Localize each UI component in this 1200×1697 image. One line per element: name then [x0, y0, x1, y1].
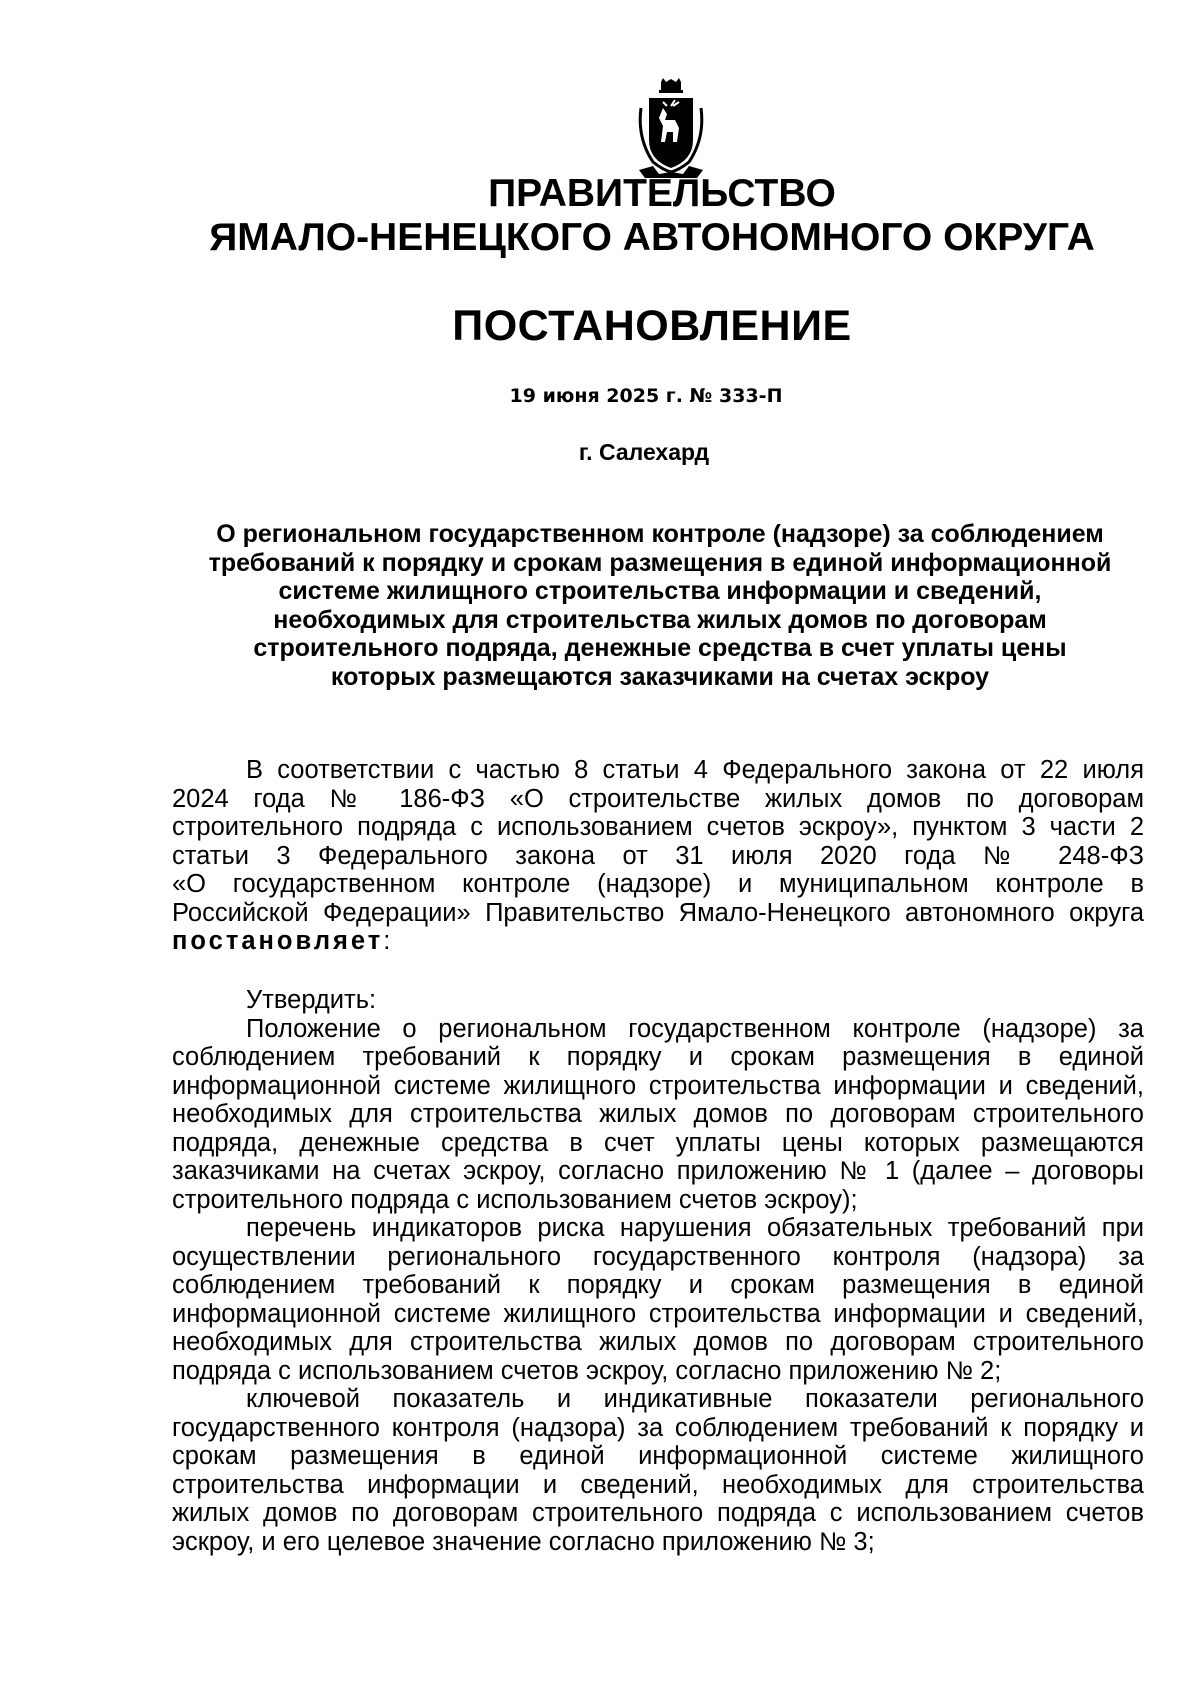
government-title-line1: ПРАВИТЕЛЬСТВО — [488, 172, 836, 215]
preamble-paragraph — [172, 756, 1144, 956]
item3-line: жилых домов по договорам строительного подряда с использованием счетов — [172, 1499, 1144, 1527]
yanao-coat-of-arms-icon — [633, 78, 709, 180]
item3-line: государственного контроля (надзора) за соблюдением требований к порядку и — [172, 1413, 1144, 1442]
resolves-punct: : — [383, 927, 391, 955]
preamble-line: «О государственном контроле (надзоре) и муниципальном контроле в — [172, 870, 1144, 898]
government-title-line2: ЯМАЛО-НЕНЕЦКОГО АВТОНОМНОГО ОКРУГА — [209, 216, 1095, 259]
item1-line: заказчиками на счетах эскроу, согласно приложению № 1 (далее – договоры — [172, 1157, 1144, 1185]
subject-line: требований к порядку и срокам размещения в единой информационной — [208, 548, 1112, 577]
resolves-word: постановляет — [172, 927, 384, 955]
preamble-line: строительного подряда с использованием счетов эскроу», пунктом 3 части 2 — [172, 813, 1144, 841]
subject-line: которых размещаются заказчиками на счетах эскроу — [330, 662, 990, 691]
document-type: ПОСТАНОВЛЕНИЕ — [452, 302, 852, 350]
approve-intro: Утвердить: — [246, 986, 377, 1014]
item3-line: эскроу, и его целевое значение согласно приложению № 3; — [172, 1527, 875, 1556]
item2-line: информационной системе жилищного строительства информации и сведений, — [172, 1299, 1144, 1328]
item1-line: необходимых для строительства жилых домов по договорам строительного — [172, 1100, 1144, 1128]
item1-line: информационной системе жилищного строительства информации и сведений, — [172, 1071, 1144, 1100]
item3-line: строительства информации и сведений, необходимых для строительства — [172, 1470, 1144, 1499]
subject-line: О региональном государственном контроле (надзоре) за соблюдением — [216, 520, 1104, 548]
subject-line: необходимых для строительства жилых домов по договорам — [273, 605, 1047, 634]
document-city: г. Салехард — [578, 439, 710, 465]
item3-line: ключевой показатель и индикативные показатели регионального — [246, 1385, 1144, 1413]
document-number: 19 июня 2025 г. № 333-П — [509, 385, 783, 407]
document-subject — [172, 520, 1148, 691]
item2-line: необходимых для строительства жилых домов по договорам строительного — [172, 1328, 1144, 1356]
preamble-line: В соответствии с частью 8 статьи 4 Федерального закона от 22 июля — [246, 756, 1144, 784]
item1-line: строительного подряда с использованием счетов эскроу); — [172, 1185, 858, 1214]
resolves-line — [172, 927, 1144, 956]
item3-line: срокам размещения в единой информационной системе жилищного — [172, 1442, 1144, 1470]
subject-line: строительного подряда, денежные средства в счет уплаты цены — [253, 634, 1067, 662]
approve-section — [172, 986, 1144, 1556]
subject-line: системе жилищного строительства информации и сведений, — [278, 577, 1042, 605]
item2-line: подряда с использованием счетов эскроу, согласно приложению № 2; — [172, 1356, 1002, 1385]
item1-line: подряда, денежные средства в счет уплаты цены которых размещаются — [172, 1128, 1144, 1157]
preamble-line: 2024 года № 186-ФЗ «О строительстве жилых домов по договорам — [172, 784, 1144, 813]
preamble-line: Российской Федерации» Правительство Ямало-Ненецкого автономного округа — [172, 898, 1144, 927]
item2-line: осуществлении регионального государственного контроля (надзора) за — [172, 1242, 1144, 1271]
item1-line: Положение о региональном государственном контроле (надзоре) за — [246, 1014, 1144, 1043]
item1-line: соблюдением требований к порядку и срокам размещения в единой — [172, 1043, 1144, 1071]
item2-line: перечень индикаторов риска нарушения обязательных требований при — [246, 1214, 1144, 1242]
preamble-line: статьи 3 Федерального закона от 31 июля 2020 года № 248-ФЗ — [172, 841, 1144, 870]
item2-line: соблюдением требований к порядку и срокам размещения в единой — [172, 1271, 1144, 1299]
